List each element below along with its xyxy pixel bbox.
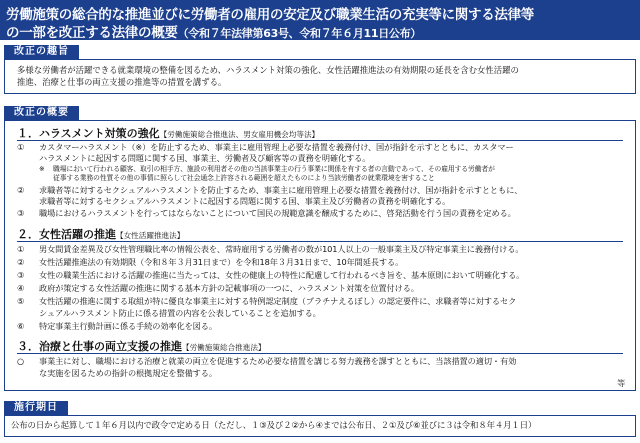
s1-item1-line2: ハラスメントに起因する問題に関する国、事業主、労働者及び顧客等の責務を明確化する。 — [39, 153, 371, 163]
s2-item5 — [17, 296, 516, 307]
s1-item3-num: ③ — [17, 208, 25, 218]
section3-title: ３．治療と仕事の両立支援の推進 — [17, 340, 182, 353]
s1-item3 — [17, 208, 516, 219]
s1-note-line2: 従事する業務の性質その他の事情に照らして社会通念上許容される範囲を超えたものにより当該労働者の就業環境を害すること — [53, 174, 435, 182]
s1-item2-line2: 求職者等に対するセクシュアルハラスメントに起因する問題に関する国、事業主及び労働者の責務を明確化する。 — [39, 196, 451, 206]
s2-item6-num: ⑥ — [17, 321, 25, 331]
s2-item5-line2: シュアルハラスメント防止に係る措置の内容を公表していることを追加する。 — [39, 308, 321, 318]
section2-note: 【女性活躍推進法】 — [116, 231, 185, 240]
purpose-label: 改正の趣旨 — [4, 45, 79, 59]
s3-item1-line1: 事業主に対し、職場における治療と就業の両立を促進するため必要な措置を講じる努力義務を課すとともに、当該措置の適切・有効 — [39, 356, 517, 366]
section1-note: 【労働施策総合推進法、男女雇用機会均等法】 — [159, 130, 320, 139]
s2-item1 — [17, 244, 523, 255]
overview-box — [4, 120, 636, 391]
s1-note-line1: 職場において行われる顧客、取引の相手方、施設の利用者その他の当該事業主の行う事業に関係を有する者の言動であって、その雇用する労働者が — [53, 165, 495, 173]
section3-heading — [17, 338, 266, 354]
effective-label: 施行期日 — [4, 401, 68, 415]
s2-item6-text: 特定事業主行動計画に係る手続の効率化を図る。 — [39, 321, 217, 331]
section2-title: ２．女性活躍の推進 — [17, 228, 116, 241]
etc-mark: 等 — [617, 378, 626, 388]
s2-item3 — [17, 270, 524, 281]
s2-item2 — [17, 257, 403, 268]
page-title-line1: 労働施策の総合的な推進並びに労働者の雇用の安定及び職業生活の充実等に関する法律等 — [6, 7, 534, 23]
section1-rule — [17, 140, 623, 141]
purpose-box — [4, 59, 636, 94]
s1-note — [39, 165, 495, 174]
s2-item2-text: 女性活躍推進法の有効期限（令和８年３月31日まで）を令和18年３月31日まで、10年間延長する。 — [39, 257, 404, 267]
section1-heading — [17, 125, 319, 141]
s2-item4-num: ④ — [17, 283, 25, 293]
s3-item1-line2: な実施を図るための指針の根拠規定を整備する。 — [39, 368, 217, 378]
s2-item3-text: 女性の職業生活における活躍の推進に当たっては、女性の健康上の特性に配慮して行われるべき旨を、基本原則において明確化する。 — [39, 270, 525, 280]
s2-item5-num: ⑤ — [17, 296, 25, 306]
title-banner — [0, 0, 640, 40]
s1-item3-line1: 職場におけるハラスメントを行ってはならないことについて国民の規範意識を醸成するために、啓発活動を行う国の責務を定める。 — [39, 208, 516, 218]
s2-item5-line1: 女性活躍の推進に関する取組が特に優良な事業主に対する特例認定制度（プラチナえるぼし）の認定要件に、求職者等に対するセク — [39, 296, 517, 306]
page-title-line2 — [6, 21, 421, 41]
s2-item1-text: 男女間賃金差異及び女性管理職比率の情報公表を、常時雇用する労働者の数が101人以上の一般事業主及び特定事業主に義務付ける。 — [39, 244, 524, 254]
section2-heading — [17, 226, 184, 242]
effective-box — [4, 415, 636, 437]
s2-item2-num: ② — [17, 257, 25, 267]
section1-title: １．ハラスメント対策の強化 — [17, 127, 160, 140]
s1-item2-line1: 求職者等に対するセクシュアルハラスメントを防止するため、事業主に雇用管理上必要な措置を義務付け、国が指針を示すとともに、 — [39, 185, 523, 195]
section3-rule — [17, 353, 623, 354]
s2-item4 — [17, 283, 419, 294]
s3-item1-num: ○ — [17, 356, 25, 366]
law-number: （令和７年法律第63号、令和７年６月11日公布） — [177, 27, 422, 40]
effective-date-text: 公布の日から起算して１年６月以内で政令で定める日（ただし、１③及び２②から④までは公布日、２①及び⑥並びに３は令和８年４月１日） — [11, 420, 537, 430]
section3-note: 【労働施策総合推進法】 — [182, 343, 266, 352]
s2-item6 — [17, 321, 217, 332]
s2-item3-num: ③ — [17, 270, 25, 280]
s2-item1-num: ① — [17, 244, 25, 254]
s1-item1-line1: カスタマーハラスメント（※）を防止するため、事業主に雇用管理上必要な措置を義務付け、国が指針を示すとともに、カスタマー — [39, 142, 514, 152]
s3-item1 — [17, 356, 516, 367]
overview-label: 改正の概要 — [4, 106, 79, 120]
s1-item2 — [17, 185, 522, 196]
s1-item1 — [17, 142, 514, 153]
s1-item1-num: ① — [17, 142, 25, 152]
page-title-line2-main: の一部を改正する法律の概要 — [6, 25, 178, 41]
s1-note-mark: ※ — [39, 165, 45, 173]
purpose-line2: 推進、治療と仕事の両立支援の推進等の措置を講ずる。 — [17, 77, 227, 87]
section2-rule — [17, 241, 623, 242]
s1-item2-num: ② — [17, 185, 25, 195]
purpose-text — [17, 64, 627, 88]
s2-item4-text: 政府が策定する女性活躍の推進に関する基本方針の記載事項の一つに、ハラスメント対策を位置付ける。 — [39, 283, 419, 293]
purpose-line1: 多様な労働者が活躍できる就業環境の整備を図るため、ハラスメント対策の強化、女性活躍推進法の有効期限の延長を含む女性活躍の — [17, 65, 519, 75]
